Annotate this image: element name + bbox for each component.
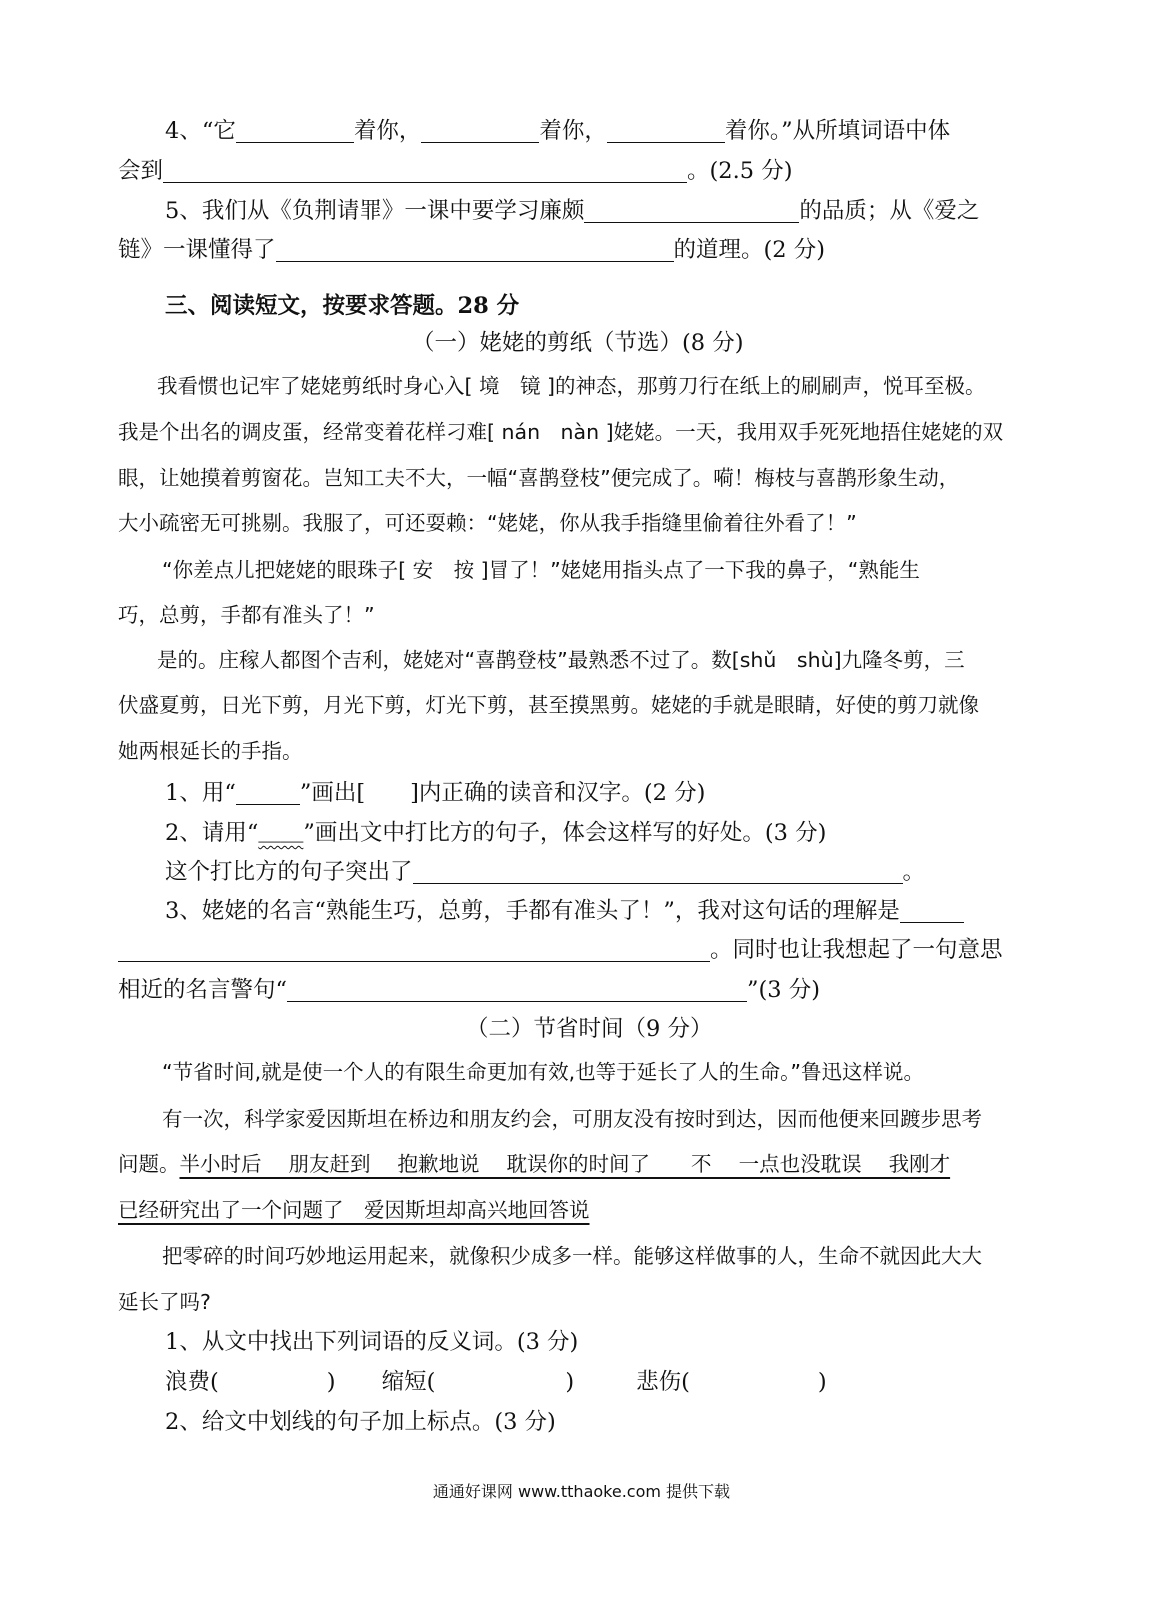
blank (421, 118, 539, 143)
passage-1-line: 我看惯也记牢了姥姥剪纸时身心入[ 境 镜 ]的神态，那剪刀行在纸上的刷刷声，悦耳至极。 (157, 374, 986, 398)
passage-1-question-3-line-3: 相近的名言警句“ ”(3 分) (118, 977, 821, 1003)
underlined-sentence: 已经研究出了一个问题了 爱因斯坦却高兴地回答说 (118, 1198, 590, 1222)
passage-2-line: 有一次，科学家爱因斯坦在桥边和朋友约会，可朋友没有按时到达，因而他便来回踱步思考 (162, 1107, 982, 1131)
question-4-line-2: 会到 。(2.5 分) (118, 158, 793, 184)
passage-1-line: 她两根延长的手指。 (118, 739, 303, 763)
passage-2-line: 问题。半小时后 朋友赶到 抱歉地说 耽误你的时间了 不 一点也没耽误 我刚才 (118, 1152, 951, 1176)
passage-1-question-2-answer: 这个打比方的句子突出了 。 (165, 859, 926, 885)
passage-1-line: 是的。庄稼人都图个吉利，姥姥对“喜鹊登枝”最熟悉不过了。数[shǔ shù]九隆冬剪，三 (157, 648, 965, 672)
blank (276, 237, 674, 262)
antonym-items: 浪费( ) 缩短( ) 悲伤( ) (165, 1369, 827, 1395)
passage-1-line: 我是个出名的调皮蛋，经常变着花样刁难[ nán nàn ]姥姥。一天，我用双手死死地捂住姥姥的双 (118, 420, 1004, 444)
blank (584, 198, 799, 223)
page-footer: 通通好课网 www.tthaoke.com 提供下载 (432, 1482, 731, 1501)
passage-2-line: 把零碎的时间巧妙地运用起来，就像积少成多一样。能够这样做事的人，生命不就因此大大 (162, 1244, 982, 1268)
question-5-line-2: 链》一课懂得了 的道理。(2 分) (118, 237, 826, 263)
question-4-line-1: 4、“它 着你， 着你， 着你。”从所填词语中体 (165, 118, 951, 144)
passage-1-line: 大小疏密无可挑剔。我服了，可还耍赖：“姥姥，你从我手指缝里偷着往外看了！” (118, 511, 857, 535)
underlined-sentence: 半小时后 朋友赶到 抱歉地说 耽误你的时间了 不 一点也没耽误 我刚才 (179, 1152, 951, 1176)
underline-sample (236, 780, 300, 805)
passage-1-question-3-line-2: 。同时也让我想起了一句意思 (118, 935, 1003, 965)
passage-2-question-1: 1、从文中找出下列词语的反义词。(3 分) (165, 1329, 579, 1355)
blank (118, 937, 710, 962)
passage-1-question-2: 2、请用“＿＿”画出文中打比方的句子，体会这样写的好处。(3 分) (165, 820, 827, 846)
passage-1-line: 巧，总剪，手都有准头了！” (118, 603, 375, 627)
passage-2-line: 延长了吗? (118, 1290, 211, 1314)
wavy-line-sample: ＿＿ (258, 820, 304, 846)
blank (413, 859, 903, 884)
passage-2-line: “节省时间,就是使一个人的有限生命更加有效,也等于延长了人的生命。”鲁迅这样说。 (162, 1060, 925, 1084)
blank (287, 977, 747, 1002)
passage-1-question-1: 1、用“ ”画出[ ]内正确的读音和汉字。(2 分) (165, 780, 706, 806)
question-5-line-1: 5、我们从《负荆请罪》一课中要学习廉颇 的品质；从《爱之 (165, 198, 980, 224)
passage-1-line: 伏盛夏剪，日光下剪，月光下剪，灯光下剪，甚至摸黑剪。姥姥的手就是眼睛，好使的剪刀就像 (118, 693, 979, 717)
blank (607, 118, 725, 143)
blank (163, 158, 687, 183)
passage-1-line: 眼，让她摸着剪窗花。岂知工夫不大，一幅“喜鹊登枝”便完成了。嗬！梅枝与喜鹊形象生动， (118, 466, 960, 490)
passage-1-question-3-line-1: 3、姥姥的名言“熟能生巧，总剪，手都有准头了！”，我对这句话的理解是 (165, 896, 964, 926)
passage-1-title: （一）姥姥的剪纸（节选）(8 分) (412, 330, 744, 356)
passage-1-line: “你差点儿把姥姥的眼珠子[ 安 按 ]冒了！”姥姥用指头点了一下我的鼻子，“熟能生 (162, 558, 920, 582)
section-heading: 三、阅读短文，按要求答题。28 分 (165, 293, 520, 319)
passage-2-question-2: 2、给文中划线的句子加上标点。(3 分) (165, 1409, 556, 1435)
passage-2-title: （二）节省时间（9 分） (466, 1016, 713, 1042)
blank (236, 118, 354, 143)
blank (900, 898, 964, 923)
